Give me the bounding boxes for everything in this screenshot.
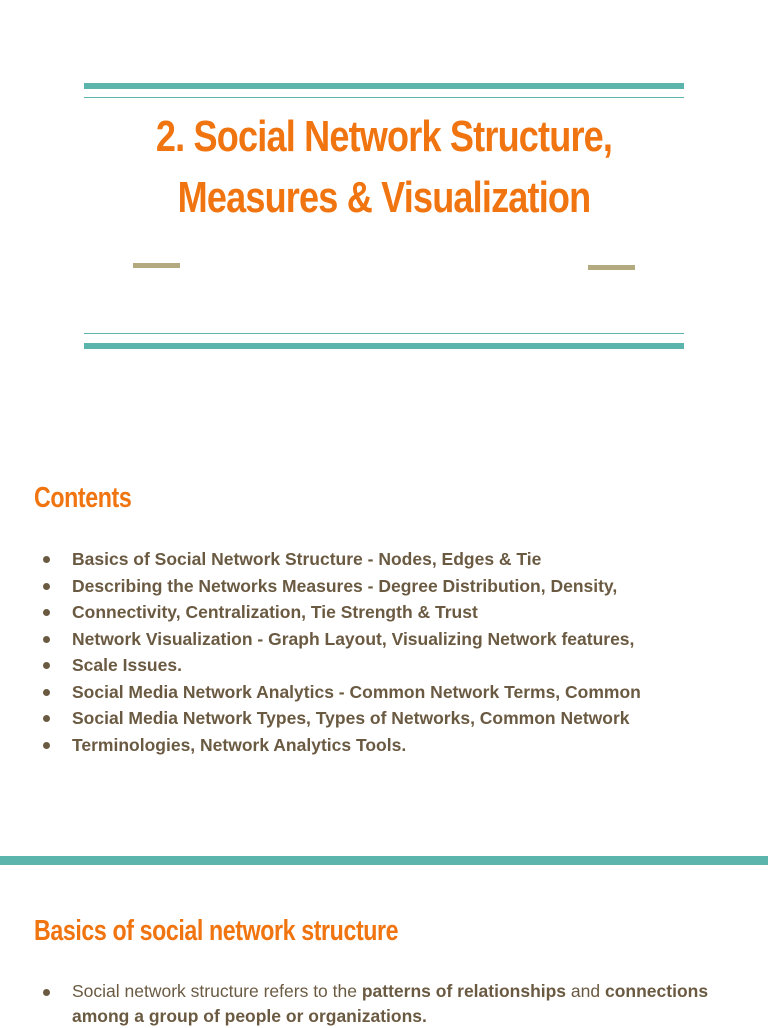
slide-title — [138, 106, 630, 228]
slide-separator — [0, 856, 768, 865]
contents-item — [0, 546, 641, 573]
bullet-icon — [43, 989, 50, 996]
contents-item — [0, 626, 641, 653]
contents-item — [0, 705, 641, 732]
contents-item — [0, 573, 641, 600]
bottom-thick-rule — [84, 343, 684, 349]
contents-item-text: Terminologies, Network Analytics Tools. — [72, 734, 407, 755]
basics-item-text: and — [566, 981, 605, 1001]
contents-item-text: Scale Issues. — [72, 655, 182, 675]
basics-list — [0, 979, 712, 1028]
bullet-icon — [43, 636, 50, 643]
slide-title-line-2: Measures & Visualization — [177, 173, 591, 222]
contents-item-text: Basics of Social Network Structure - Nodes, Edges & Tie — [72, 549, 542, 569]
bullet-icon — [43, 742, 50, 749]
contents-item-text: Network Visualization - Graph Layout, Visualizing Network features, — [72, 628, 635, 649]
bullet-icon — [43, 583, 50, 590]
bullet-icon — [43, 662, 50, 669]
bullet-icon — [43, 715, 50, 722]
top-thick-rule — [84, 83, 684, 89]
left-accent-dash — [133, 263, 180, 268]
right-accent-dash — [588, 265, 635, 270]
top-thin-rule — [84, 97, 684, 98]
bullet-icon — [43, 609, 50, 616]
contents-item-text: Connectivity, Centralization, Tie Strength & Trust — [72, 602, 478, 622]
basics-item-text: Social network structure refers to the — [72, 981, 362, 1001]
contents-list — [0, 546, 641, 758]
title-slide — [0, 0, 768, 420]
contents-item — [0, 679, 641, 706]
contents-item-text: Social Media Network Analytics - Common Network Terms, Common — [72, 681, 641, 702]
contents-item — [0, 652, 641, 679]
contents-item — [0, 599, 641, 626]
contents-item-text: Social Media Network Types, Types of Networks, Common Network — [72, 708, 630, 728]
basics-item — [0, 979, 712, 1028]
bottom-thin-rule — [84, 333, 684, 334]
slide-title-line-1: 2. Social Network Structure, — [155, 112, 613, 161]
bullet-icon — [43, 556, 50, 563]
basics-item-bold: patterns of relationships — [361, 981, 567, 1001]
bullet-icon — [43, 689, 50, 696]
contents-item — [0, 732, 641, 759]
contents-item-text: Describing the Networks Measures - Degree Distribution, Density, — [72, 575, 618, 596]
basics-item-bold: connections among a group of people or organizations. — [72, 981, 709, 1026]
contents-heading: Contents — [34, 482, 132, 514]
basics-heading: Basics of social network structure — [34, 915, 399, 947]
